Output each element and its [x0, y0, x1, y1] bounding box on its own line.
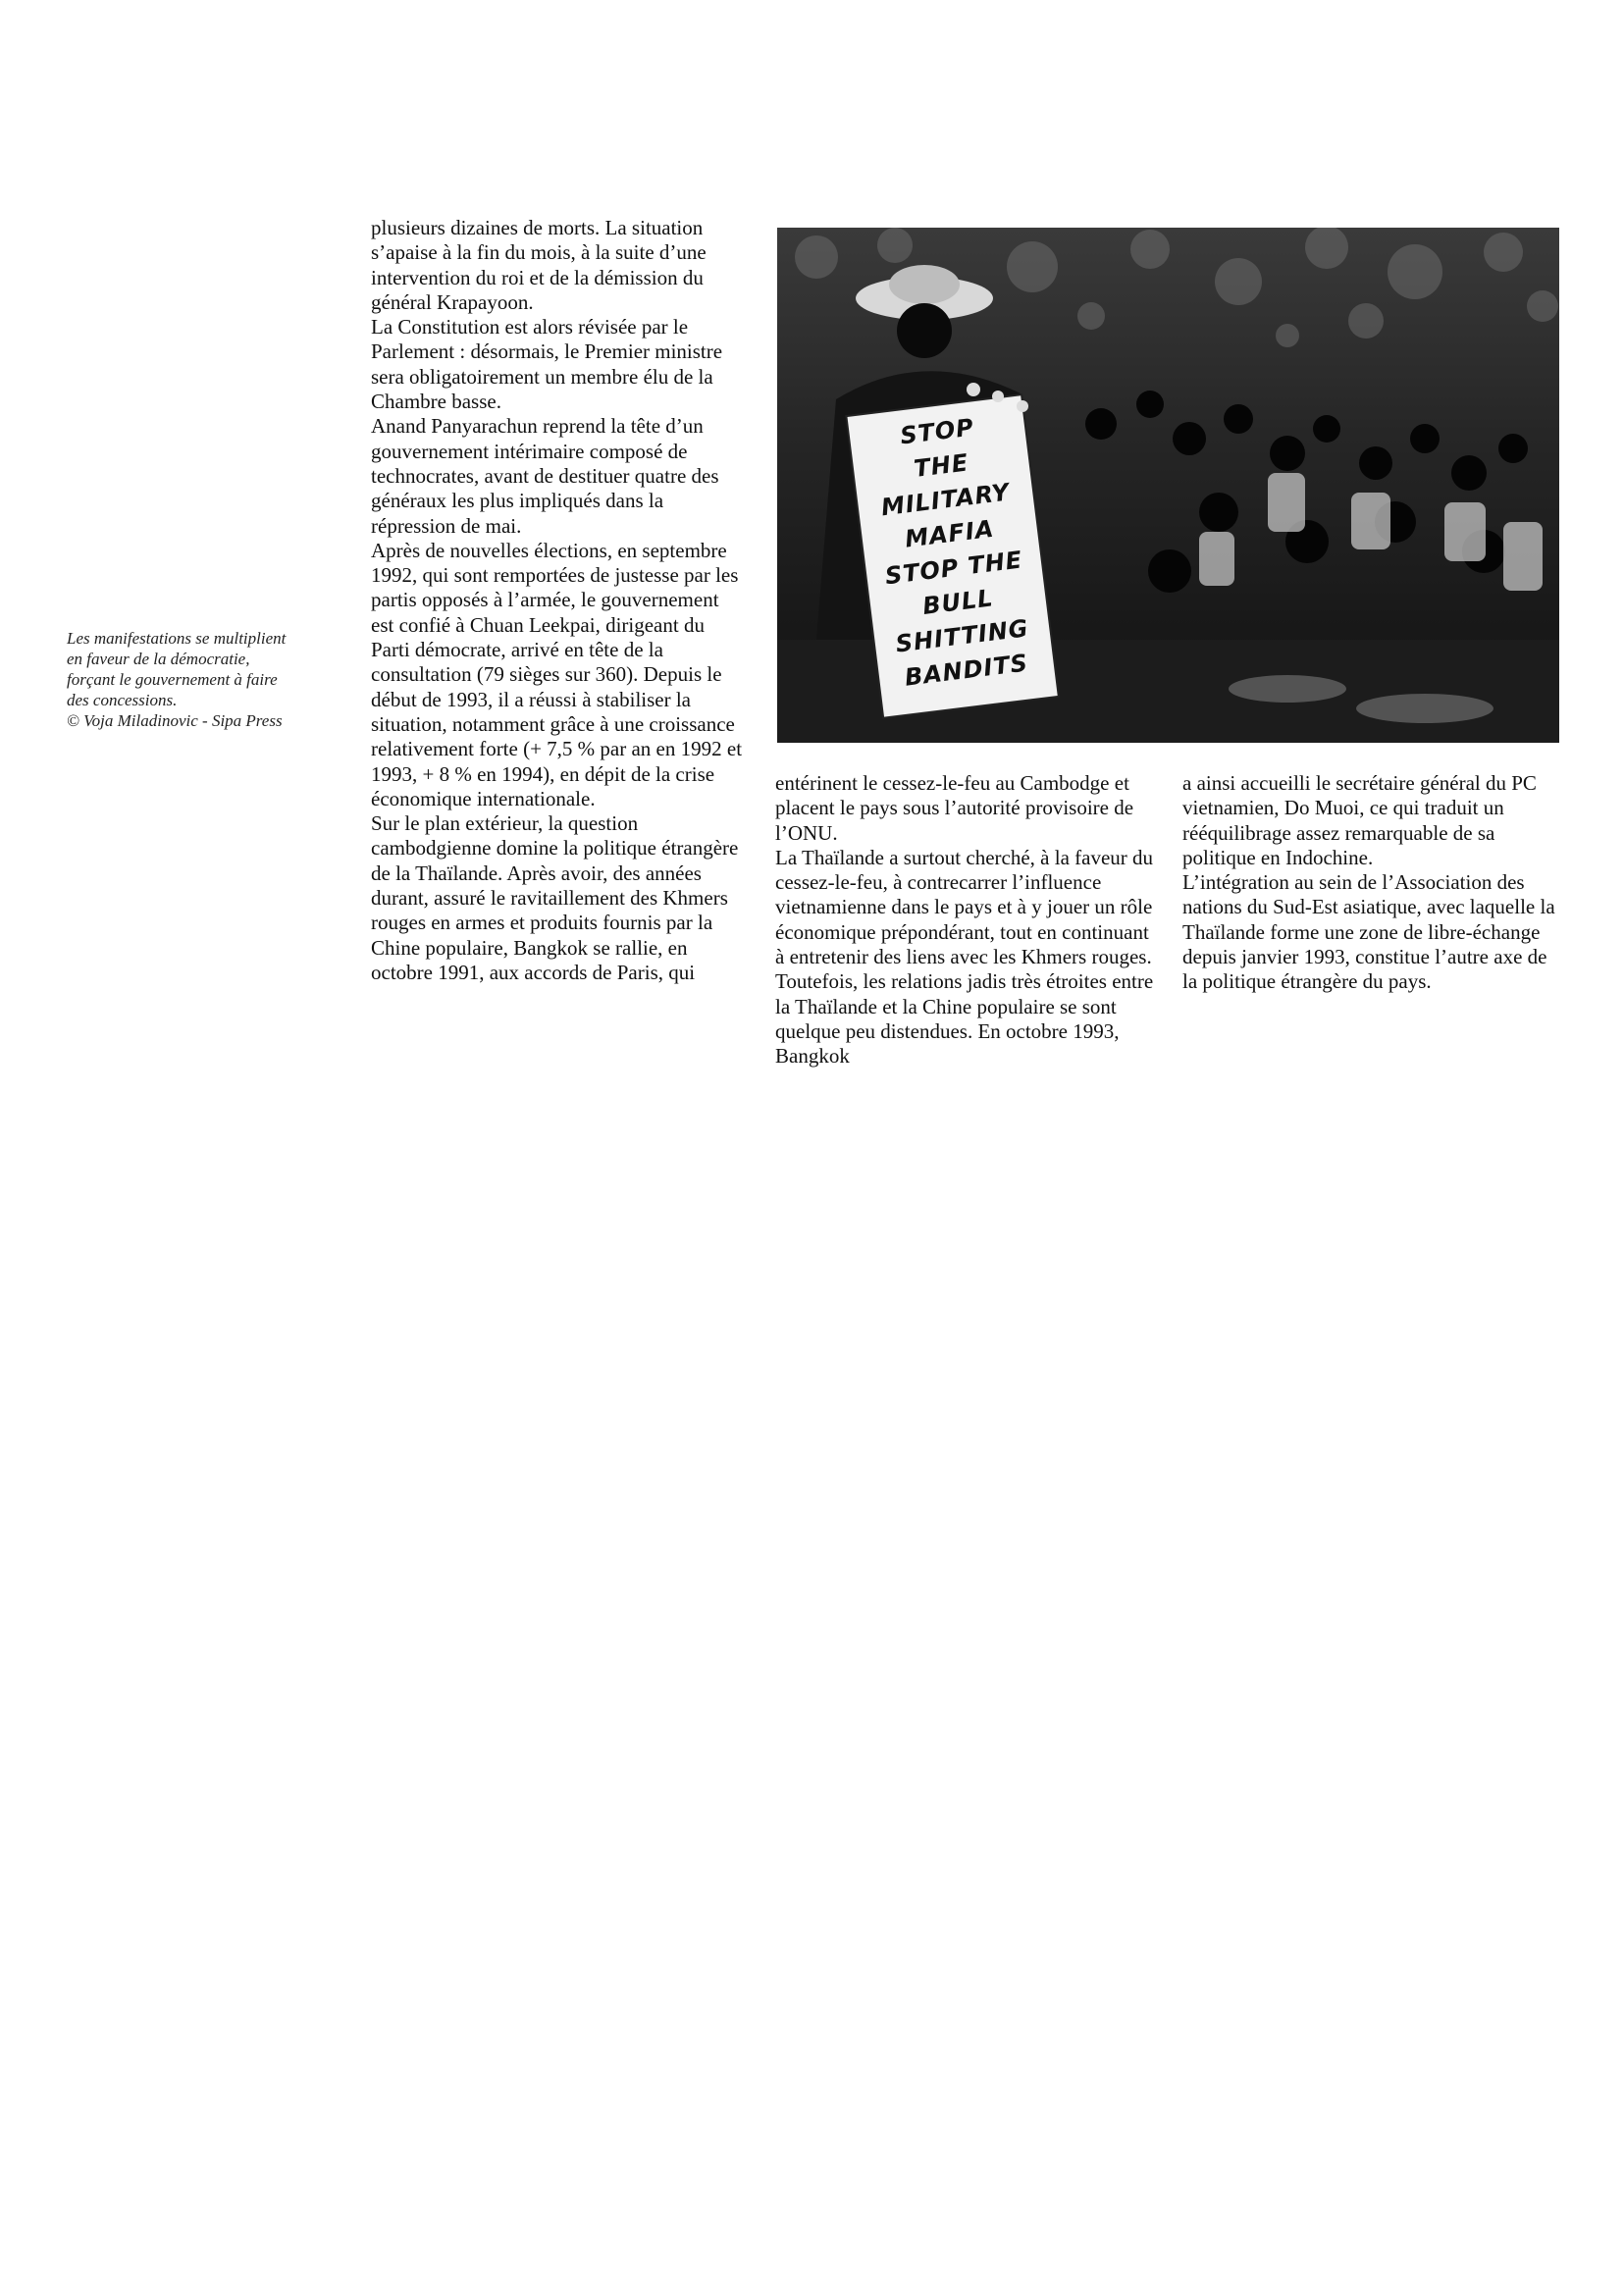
sign-line: STOP	[898, 413, 976, 450]
sign-line: STOP THE	[883, 546, 1024, 591]
paragraph: Anand Panyarachun reprend la tête d’un gouvernement intérimaire composé de technocrates, avant de destituer quatre des généraux les plus impliqués dans la répression de mai.	[371, 414, 719, 538]
paragraph: a ainsi accueilli le secrétaire général du PC vietnamien, Do Muoi, ce qui traduit un rééquilibrage assez remarquable de sa politique en Indochine.	[1182, 771, 1537, 869]
paragraph: entérinent le cessez-le-feu au Cambodge et placent le pays sous l’autorité provisoire de l’ONU.	[775, 771, 1134, 845]
sign-line: SHITTING	[894, 614, 1030, 658]
sign-line: BANDITS	[903, 649, 1030, 692]
sign-line: THE	[912, 448, 970, 483]
caption-line: forçant le gouvernement à faire	[67, 670, 278, 689]
paragraph: Sur le plan extérieur, la question cambodgienne domine la politique étrangère de la Thaïlande. Après avoir, des années durant, assuré le ravitaillement des Khmers rouges en armes et produits fournis par la Chine populaire, Bangkok se rallie, en octobre 1991, aux accords de Paris, qui	[371, 811, 739, 984]
text-column-3	[1182, 771, 1563, 995]
sign-line: BULL	[920, 584, 995, 620]
sign-line: MILITARY	[879, 478, 1012, 522]
text-column-2	[775, 771, 1156, 1069]
paragraph: La Thaïlande a surtout cherché, à la faveur du cessez-le-feu, à contrecarrer l’influence vietnamienne dans le pays et à y jouer un rôle économique prépondérant, tout en continuant à entretenir des liens avec les Khmers rouges. Toutefois, les relations jadis très étroites entre la Thaïlande et la Chine populaire se sont quelque peu distendues. En octobre 1993, Bangkok	[775, 845, 1154, 1069]
paragraph: L’intégration au sein de l’Association des nations du Sud-Est asiatique, avec laquelle la Thaïlande forme une zone de libre-échange depuis janvier 1993, constitue l’autre axe de la politique étrangère du pays.	[1182, 870, 1555, 994]
caption-line: Les manifestations se multiplient	[67, 629, 287, 648]
photo-caption	[67, 628, 334, 731]
photo-credit: © Voja Miladinovic - Sipa Press	[67, 711, 283, 730]
caption-line: en faveur de la démocratie,	[67, 650, 250, 668]
paragraph: plusieurs dizaines de morts. La situation s’apaise à la fin du mois, à la suite d’une intervention du roi et de la démission du général Krapayoon.	[371, 216, 707, 314]
paragraph: Après de nouvelles élections, en septembre 1992, qui sont remportées de justesse par les partis opposés à l’armée, le gouvernement est confié à Chuan Leekpai, dirigeant du Parti démocrate, arrivé en tête de la consultation (79 sièges sur 360). Depuis le début de 1993, il a réussi à stabiliser la situation, notamment grâce à une croissance relativement forte (+ 7,5 % par an en 1992 et 1993, + 8 % en 1994), en dépit de la crise économique internationale.	[371, 538, 743, 810]
sign-line: MAFIA	[903, 514, 996, 553]
caption-line: des concessions.	[67, 691, 178, 709]
protest-photo	[777, 228, 1559, 743]
paragraph: La Constitution est alors révisée par le Parlement : désormais, le Premier ministre sera obligatoirement un membre élu de la Chambre basse.	[371, 315, 723, 414]
text-column-1	[371, 216, 746, 985]
